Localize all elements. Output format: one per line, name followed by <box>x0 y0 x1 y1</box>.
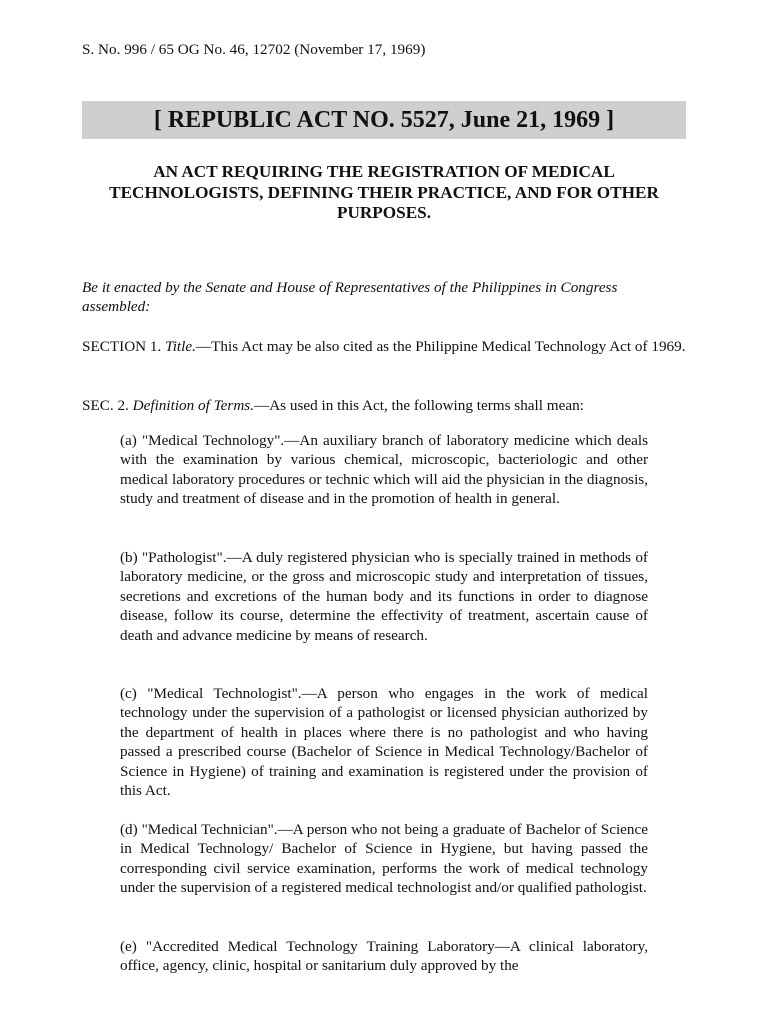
definition-a: (a) "Medical Technology".—An auxiliary branch of laboratory medicine which deals with the examination by various chemical, microscopic, bacteriologic and other medical laboratory procedures or technic which will aid the physician in the diagnosis, study and treatment of disease and in the promotion of health in general. <box>120 432 648 508</box>
section-2-label: SEC. 2. <box>82 397 133 414</box>
section-1-label: SECTION 1. <box>82 338 166 355</box>
enacting-clause: Be it enacted by the Senate and House of Representatives of the Philippines in Congress assembled: <box>82 279 618 316</box>
document-reference: S. No. 996 / 65 OG No. 46, 12702 (November 17, 1969) <box>82 41 426 58</box>
act-title: AN ACT REQUIRING THE REGISTRATION OF MEDICAL TECHNOLOGISTS, DEFINING THEIR PRACTICE, AND FOR OTHER PURPOSES. <box>109 162 659 222</box>
section-2-text: —As used in this Act, the following terms shall mean: <box>254 397 584 414</box>
act-number-banner: [ REPUBLIC ACT NO. 5527, June 21, 1969 ] <box>82 101 686 139</box>
section-1 <box>82 337 686 356</box>
section-1-heading: Title. <box>165 338 196 355</box>
section-2-heading: Definition of Terms. <box>132 397 255 414</box>
definition-b: (b) "Pathologist".—A duly registered physician who is specially trained in methods of laboratory medicine, or the gross and microscopic study and interpretation of tissues, secretions and excretions of the human body and its functions in order to diagnose disease, follow its course, determine the effectivity of treatment, ascertain cause of death and advance medicine by means of research. <box>120 549 648 644</box>
section-2 <box>82 396 686 415</box>
definition-c: (c) "Medical Technologist".—A person who engages in the work of medical technology under the supervision of a pathologist or licensed physician authorized by the department of health in places where there is no pathologist and who having passed a prescribed course (Bachelor of Science in Medical Technology/Bachelor of Science in Hygiene) of training and examination is registered under the provision of this Act. <box>120 685 648 800</box>
definition-d: (d) "Medical Technician".—A person who not being a graduate of Bachelor of Science in Medical Technology/ Bachelor of Science in Hygiene, but having passed the corresponding civil service examination, performs the work of medical technology under the supervision of a registered medical technologist and/or qualified pathologist. <box>120 821 648 897</box>
section-1-text: —This Act may be also cited as the Philippine Medical Technology Act of 1969. <box>195 338 686 355</box>
definition-e: (e) "Accredited Medical Technology Training Laboratory—A clinical laboratory, office, agency, clinic, hospital or sanitarium duly approved by the <box>120 938 648 975</box>
